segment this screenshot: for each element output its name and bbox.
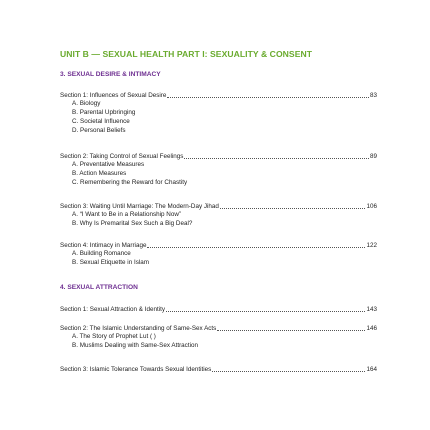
- dot-leader: [147, 247, 365, 248]
- subsection-item: B. Sexual Etiquette in Islam: [72, 259, 150, 266]
- subsection-item: B. Parental Upbringing: [72, 109, 136, 116]
- subsection-item: C. Remembering the Reward for Chastity: [72, 179, 188, 186]
- toc-entry-ch3-section-1[interactable]: [60, 91, 377, 100]
- dot-leader: [220, 208, 366, 209]
- page-number: 146: [366, 325, 377, 332]
- page-number: 164: [366, 366, 377, 373]
- toc-entry-ch3-section-2[interactable]: [60, 152, 377, 161]
- dot-leader: [184, 158, 369, 159]
- subsection-item: C. Societal Influence: [72, 118, 130, 125]
- subsection-item: A. “I Want to Be in a Relationship Now”: [72, 211, 181, 218]
- toc-entry-ch3-section-3[interactable]: [60, 202, 377, 211]
- chapter-title-4: 4. SEXUAL ATTRACTION: [60, 284, 138, 291]
- section-title: Section 1: Influences of Sexual Desire: [60, 92, 167, 99]
- section-title: Section 4: Intimacy in Marriage: [60, 242, 147, 249]
- unit-title: UNIT B — SEXUAL HEALTH PART I: SEXUALITY & CONSENT: [60, 49, 313, 59]
- dot-leader: [217, 330, 365, 331]
- subsection-item: B. Why Is Premarital Sex Such a Big Deal?: [72, 220, 193, 227]
- section-title: Section 1: Sexual Attraction & Identity: [60, 306, 166, 313]
- toc-entry-ch4-section-2[interactable]: [60, 324, 377, 333]
- page-number: 106: [366, 203, 377, 210]
- subsection-item: A. The Story of Prophet Lut ( ): [72, 333, 156, 340]
- subsection-item: A. Preventative Measures: [72, 161, 145, 168]
- section-title: Section 3: Islamic Tolerance Towards Sexual Identities: [60, 366, 212, 373]
- page-number: 83: [369, 92, 377, 99]
- section-title: Section 2: Taking Control of Sexual Feelings: [60, 153, 184, 160]
- section-title: Section 2: The Islamic Understanding of Same-Sex Acts: [60, 325, 217, 332]
- page-number: 122: [366, 242, 377, 249]
- subsection-item: B. Muslims Dealing with Same-Sex Attraction: [72, 342, 198, 349]
- page-number: 143: [366, 306, 377, 313]
- subsection-item: A. Biology: [72, 100, 101, 107]
- dot-leader: [166, 311, 365, 312]
- subsection-item: B. Action Measures: [72, 170, 127, 177]
- subsection-item: A. Building Romance: [72, 250, 131, 257]
- toc-entry-ch4-section-3[interactable]: [60, 365, 377, 374]
- page-number: 89: [369, 153, 377, 160]
- toc-entry-ch4-section-1[interactable]: [60, 305, 377, 314]
- section-title: Section 3: Waiting Until Marriage: The Modern-Day Jihad: [60, 203, 219, 210]
- dot-leader: [212, 371, 365, 372]
- toc-entry-ch3-section-4[interactable]: [60, 241, 377, 250]
- chapter-title-3: 3. SEXUAL DESIRE & INTIMACY: [60, 71, 161, 78]
- subsection-item: D. Personal Beliefs: [72, 127, 126, 134]
- dot-leader: [167, 97, 369, 98]
